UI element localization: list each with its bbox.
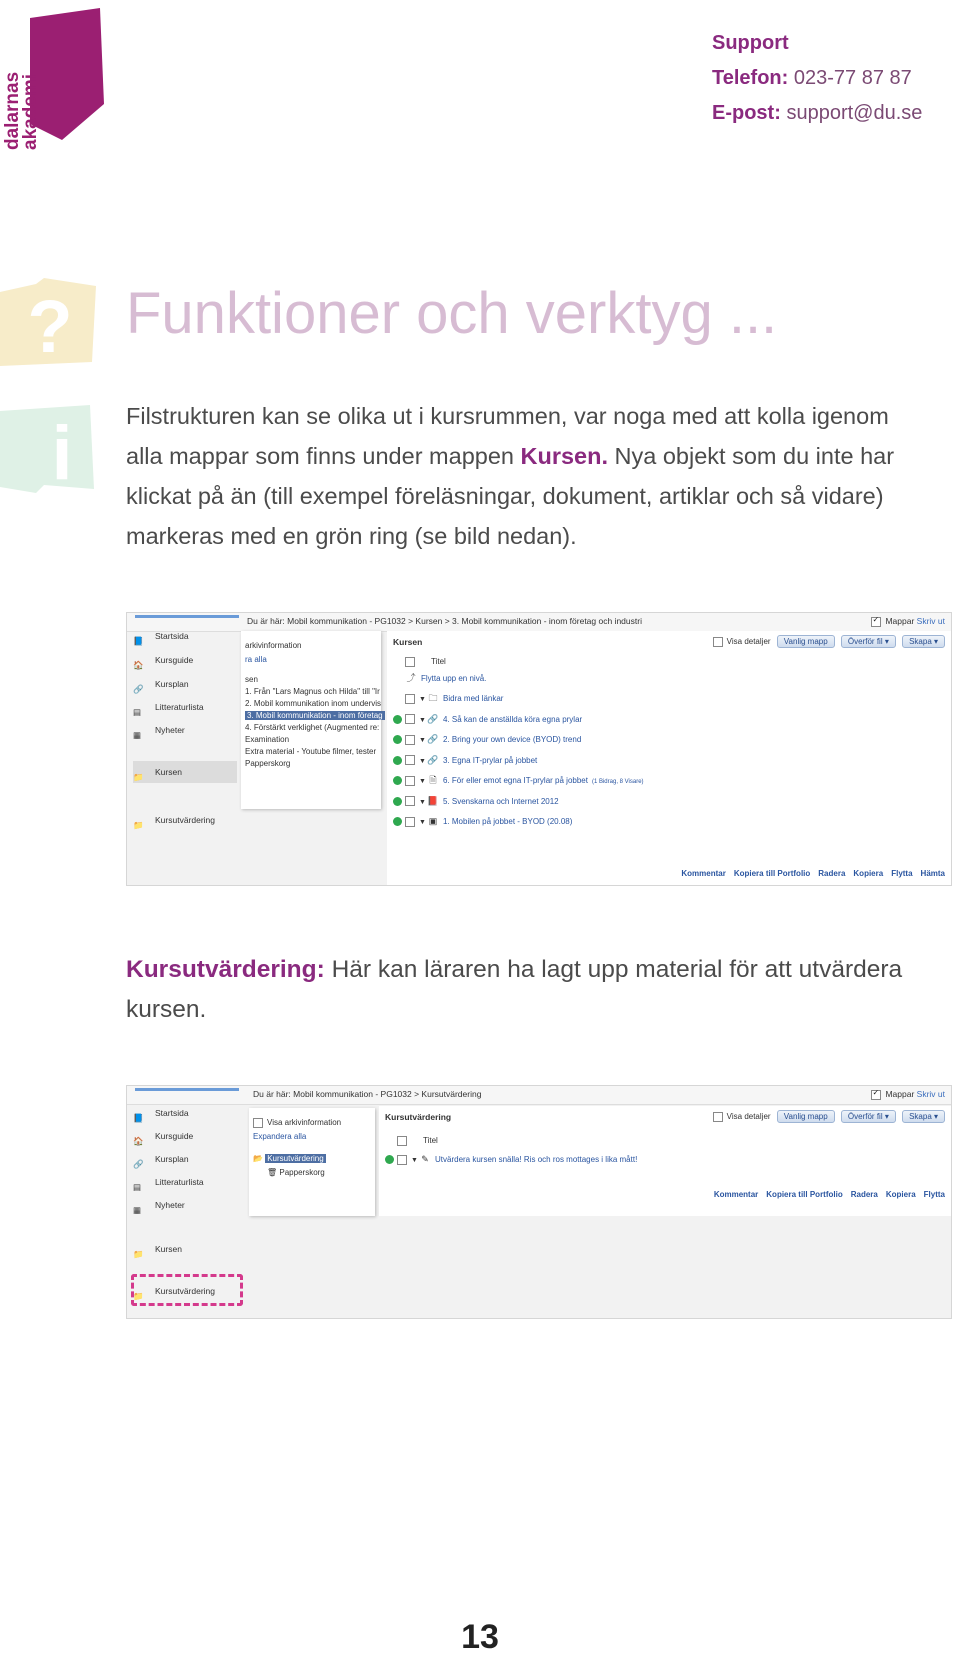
- title-column: Titel: [423, 1136, 438, 1145]
- sidebar-item[interactable]: [133, 1238, 237, 1260]
- tree-label: arkivinformation: [245, 641, 302, 650]
- action-link[interactable]: Kommentar: [713, 1190, 759, 1199]
- tree-row[interactable]: [245, 699, 381, 708]
- folder-icon: 🗀: [428, 693, 438, 703]
- item-checkbox[interactable]: [405, 755, 415, 765]
- tree-label: Papperskorg: [245, 759, 291, 768]
- new-item-icon: [393, 735, 402, 744]
- up-folder-icon: ⤴: [406, 673, 416, 683]
- sidebar-item-label: Startsida: [155, 631, 189, 641]
- item-checkbox[interactable]: [405, 694, 415, 704]
- course-sidebar: [127, 623, 237, 883]
- folders-toggle[interactable]: [871, 1089, 945, 1100]
- item-title[interactable]: 1. Mobilen på jobbet - BYOD (20.08): [443, 817, 573, 826]
- sidebar-item-label: Startsida: [155, 1108, 189, 1118]
- item-title[interactable]: 6. För eller emot egna IT-prylar på jobbet: [443, 776, 588, 785]
- mappar-checkbox[interactable]: [871, 617, 881, 627]
- item-meta: (1 Bidrag, 8 Visare): [591, 779, 644, 785]
- tree-row[interactable]: [245, 675, 258, 684]
- info-icon: [0, 405, 98, 495]
- item-checkbox[interactable]: [405, 817, 415, 827]
- action-link[interactable]: Flytta: [891, 869, 913, 878]
- house-icon: 🏠: [133, 659, 144, 670]
- phone-label: Telefon:: [712, 67, 789, 89]
- panel-title: Kursutvärdering: [385, 1112, 452, 1122]
- news-icon: ▦: [133, 729, 142, 740]
- print-link[interactable]: Skriv ut: [916, 1089, 945, 1099]
- video-icon: ▣: [428, 816, 438, 826]
- breadcrumb: Du är här: Mobil kommunikation - PG1032 > Kursen > 3. Mobil kommunikation - inom företag och industri: [247, 616, 642, 626]
- action-links: [706, 1190, 945, 1199]
- upload-file-button[interactable]: Överför fil ▾: [841, 635, 896, 648]
- house-icon: 🏠: [133, 1135, 144, 1146]
- create-button[interactable]: Skapa ▾: [902, 1110, 945, 1123]
- mappar-label: Mappar: [885, 1089, 915, 1099]
- sidebar-item[interactable]: [133, 761, 237, 783]
- item-checkbox[interactable]: [405, 735, 415, 745]
- para2-bold: Kursutvärdering:: [126, 956, 325, 983]
- new-item-icon: [393, 797, 402, 806]
- sidebar-item[interactable]: [133, 719, 237, 741]
- chevron-down-icon[interactable]: ▼: [419, 798, 426, 806]
- list-item[interactable]: [393, 794, 559, 808]
- action-link[interactable]: Kopiera: [853, 869, 884, 878]
- sidebar-item[interactable]: [133, 809, 237, 831]
- item-title[interactable]: Utvärdera kursen snälla! Ris och ros mottages i lika mått!: [435, 1155, 638, 1164]
- title-header: [393, 655, 446, 669]
- details-label: Visa detaljer: [726, 637, 771, 646]
- item-title[interactable]: Bidra med länkar: [443, 694, 504, 703]
- support-title: Support: [712, 32, 789, 54]
- action-link[interactable]: Radera: [850, 1190, 878, 1199]
- breadcrumb: Du är här: Mobil kommunikation - PG1032 > Kursutvärdering: [253, 1089, 482, 1099]
- sidebar-item-label: Litteraturlista: [155, 702, 204, 712]
- intro-paragraph: [126, 396, 926, 556]
- news-icon: ▦: [133, 1204, 142, 1215]
- tree-label: 2. Mobil kommunikation inom undervis: [245, 699, 382, 708]
- support-block: [712, 26, 932, 131]
- tree-row[interactable]: [245, 735, 289, 744]
- expand-all-link[interactable]: Expandera alla: [253, 1132, 307, 1141]
- new-item-icon: [393, 715, 402, 724]
- action-links: [673, 869, 945, 878]
- question-mark-icon: [0, 278, 98, 368]
- list-item[interactable]: [385, 1152, 637, 1166]
- title-header: [385, 1134, 438, 1148]
- sidebar-item-label: Nyheter: [155, 1200, 185, 1210]
- action-link[interactable]: Hämta: [920, 869, 945, 878]
- mappar-checkbox[interactable]: [871, 1090, 881, 1100]
- item-title[interactable]: 4. Så kan de anställda köra egna prylar: [443, 714, 583, 724]
- para1-post: Nya objekt som du inte har klickat på än (till exempel föreläsningar, dokument, artiklar och så vidare) markeras med en grön ring (se bild nedan).: [126, 443, 895, 549]
- chevron-down-icon[interactable]: ▼: [419, 696, 426, 703]
- list-item[interactable]: [393, 712, 582, 726]
- folder-icon: 📁: [133, 819, 144, 830]
- sidebar-item[interactable]: [133, 625, 237, 647]
- para2-post: Här kan läraren ha lagt upp material för att utvärdera kursen.: [126, 956, 903, 1023]
- sidebar-item[interactable]: [133, 1125, 237, 1147]
- sidebar-item-label: Kursutvärdering: [155, 1286, 216, 1296]
- svg-text:?: ?: [27, 285, 73, 368]
- email-label: E-post:: [712, 102, 781, 124]
- breadcrumb-bar: [127, 1086, 951, 1105]
- details-checkbox[interactable]: [713, 637, 723, 647]
- tree-label: Kursutvärdering: [267, 1154, 324, 1163]
- item-checkbox[interactable]: [405, 796, 415, 806]
- sidebar-item-label: Kursutvärdering: [155, 815, 216, 825]
- sidebar-item[interactable]: [133, 1102, 237, 1124]
- print-link[interactable]: Skriv ut: [916, 616, 945, 626]
- sidebar-item-label: Kursen: [155, 1244, 182, 1254]
- pdf-icon: 📕: [427, 795, 439, 806]
- action-link[interactable]: Kopiera till Portfolio: [733, 869, 811, 878]
- sidebar-item-label: Kursguide: [155, 1131, 194, 1141]
- up-level-link[interactable]: Flytta upp en nivå.: [421, 674, 487, 683]
- list-item[interactable]: [393, 753, 537, 767]
- chevron-down-icon[interactable]: ▼: [419, 716, 426, 724]
- sidebar-item[interactable]: [133, 696, 237, 718]
- evaluation-paragraph: [126, 950, 926, 1030]
- action-link[interactable]: Kommentar: [681, 869, 726, 878]
- toolbar: [713, 1110, 945, 1123]
- doc-icon: ✎: [421, 1154, 429, 1164]
- tree-item-trash[interactable]: [267, 1168, 325, 1177]
- para1-pre: Filstrukturen kan se olika ut i kursrummen, var noga med att kolla igenom alla mappar som finns under mappen: [126, 403, 889, 469]
- list-icon: ▤: [133, 1181, 142, 1192]
- logo-text: [2, 40, 42, 150]
- panel-title: Kursen: [393, 637, 423, 647]
- archive-info-row[interactable]: [253, 1118, 341, 1128]
- list-item[interactable]: [393, 814, 572, 828]
- new-item-icon: [393, 756, 402, 765]
- email-value[interactable]: support@du.se: [786, 102, 923, 124]
- sidebar-item[interactable]: [133, 649, 237, 671]
- trash-icon: 🗑: [267, 1168, 278, 1177]
- toolbar: [713, 635, 945, 648]
- list-item[interactable]: [393, 732, 581, 746]
- sidebar-item[interactable]: [133, 1171, 237, 1193]
- action-link[interactable]: Radera: [818, 869, 846, 878]
- item-checkbox[interactable]: [397, 1155, 407, 1165]
- sidebar-item[interactable]: [133, 1194, 237, 1216]
- folder-tree: [241, 631, 381, 809]
- tree-row[interactable]: [245, 655, 267, 664]
- link-icon: 🔗: [133, 1158, 144, 1169]
- tree-row[interactable]: [245, 687, 380, 696]
- archive-label: Visa arkivinformation: [267, 1118, 342, 1128]
- chevron-down-icon[interactable]: ▼: [419, 757, 426, 765]
- chevron-down-icon[interactable]: ▼: [419, 778, 426, 785]
- svg-text:i: i: [51, 411, 73, 495]
- list-item[interactable]: [393, 691, 503, 705]
- action-link[interactable]: Kopiera till Portfolio: [766, 1190, 843, 1199]
- sidebar-item[interactable]: [133, 1148, 237, 1170]
- select-all-checkbox[interactable]: [405, 657, 415, 667]
- tree-row[interactable]: [245, 723, 379, 732]
- tree-label: Examination: [245, 735, 290, 744]
- folder-icon: 📁: [133, 1290, 144, 1301]
- folder-open-icon: 📂: [253, 1154, 263, 1163]
- tree-label: sen: [245, 675, 258, 684]
- sidebar-item-label: Kursguide: [155, 655, 194, 665]
- title-column: Titel: [431, 657, 446, 666]
- logo-line-2: akademi: [20, 73, 41, 150]
- tree-label: Papperskorg: [279, 1168, 325, 1177]
- folder-icon: 📁: [133, 1248, 144, 1259]
- sidebar-item-label: Litteraturlista: [155, 1177, 204, 1187]
- tree-row[interactable]: [245, 711, 385, 720]
- breadcrumb-bar: [127, 613, 951, 632]
- tree-label: ra alla: [245, 655, 267, 664]
- details-checkbox[interactable]: [713, 1112, 723, 1122]
- folders-toggle[interactable]: [871, 616, 945, 627]
- list-icon: ▤: [133, 706, 142, 717]
- home-icon: 📘: [133, 635, 144, 646]
- highlight-box: [131, 1274, 243, 1306]
- details-label: Visa detaljer: [726, 1112, 771, 1121]
- nav-accent: [135, 1088, 239, 1091]
- tree-row[interactable]: [245, 641, 301, 650]
- tree-row[interactable]: [245, 747, 376, 756]
- item-checkbox[interactable]: [405, 776, 415, 786]
- folder-tree: [249, 1108, 375, 1216]
- page-number: 13: [461, 1618, 499, 1656]
- chevron-down-icon[interactable]: ▼: [419, 819, 426, 826]
- tree-row[interactable]: [245, 759, 290, 768]
- sidebar-item-label: Kursplan: [155, 1154, 189, 1164]
- page-title: Funktioner och verktyg ...: [126, 281, 778, 346]
- action-link[interactable]: Flytta: [923, 1190, 945, 1199]
- para1-bold: Kursen.: [520, 443, 608, 469]
- tree-item-kursutvardering[interactable]: [253, 1154, 326, 1163]
- link-icon: 🔗: [133, 683, 144, 694]
- chevron-down-icon[interactable]: ▼: [411, 1157, 418, 1164]
- regular-folder-button[interactable]: Vanlig mapp: [777, 1110, 835, 1123]
- chevron-down-icon[interactable]: ▼: [419, 737, 426, 744]
- file-list-panel: [379, 1106, 951, 1216]
- tree-label: 1. Från "Lars Magnus och Hilda" till "Ir: [245, 687, 380, 696]
- new-item-icon: [385, 1155, 394, 1164]
- item-title[interactable]: 3. Egna IT-prylar på jobbet: [443, 755, 538, 765]
- item-title[interactable]: 5. Svenskarna och Internet 2012: [443, 796, 559, 806]
- link-icon: 🔗: [427, 713, 439, 724]
- sidebar-item-label: Kursplan: [155, 679, 189, 689]
- file-list-panel: [387, 631, 951, 886]
- upload-file-button[interactable]: Överför fil ▾: [841, 1110, 896, 1123]
- item-title[interactable]: 2. Bring your own device (BYOD) trend: [443, 735, 582, 744]
- create-button[interactable]: Skapa ▾: [902, 635, 945, 648]
- folder-icon: 📁: [133, 771, 144, 782]
- action-link[interactable]: Kopiera: [885, 1190, 916, 1199]
- archive-checkbox[interactable]: [253, 1118, 263, 1128]
- tree-label: 4. Förstärkt verklighet (Augmented re:: [245, 723, 380, 732]
- sidebar-item[interactable]: [133, 673, 237, 695]
- new-item-icon: [393, 776, 402, 785]
- up-level-row[interactable]: [393, 671, 486, 685]
- mappar-label: Mappar: [885, 616, 915, 626]
- link-icon: 🔗: [427, 754, 439, 765]
- tree-label: Extra material - Youtube filmer, tester: [245, 747, 377, 756]
- regular-folder-button[interactable]: Vanlig mapp: [777, 635, 835, 648]
- new-item-icon: [393, 817, 402, 826]
- doc-icon: 🗎: [429, 775, 437, 785]
- select-all-checkbox[interactable]: [397, 1136, 407, 1146]
- nav-accent: [135, 615, 239, 618]
- list-item[interactable]: [393, 773, 644, 787]
- tree-label: 3. Mobil kommunikation - inom företag: [247, 711, 383, 720]
- link-icon: 🔗: [427, 734, 439, 744]
- home-icon: 📘: [133, 1112, 144, 1123]
- screenshot-kursutvardering: [126, 1085, 952, 1319]
- item-checkbox[interactable]: [405, 714, 415, 724]
- screenshot-kursen: [126, 612, 952, 886]
- phone-value: 023-77 87 87: [793, 67, 912, 89]
- sidebar-item-label: Kursen: [155, 767, 182, 777]
- logo-line-1: dalarnas: [2, 71, 23, 150]
- sidebar-item-label: Nyheter: [155, 725, 185, 735]
